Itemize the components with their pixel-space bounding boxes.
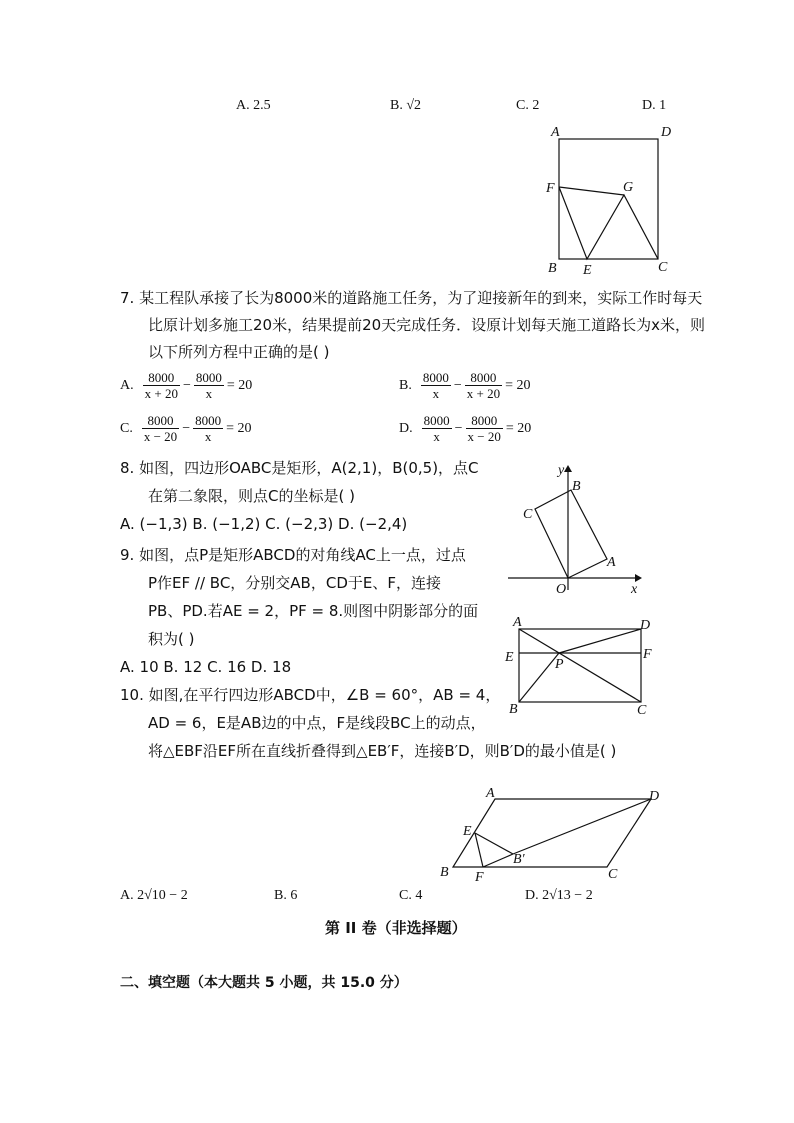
label-e: E: [463, 824, 472, 839]
label-e: E: [583, 263, 592, 278]
q7-d-eq: = 20: [505, 420, 532, 436]
q7-line3: 以下所列方程中正确的是( ): [148, 343, 330, 361]
q9-line2: P作EF // BC，分别交AB，CD于E、F，连接: [148, 574, 441, 592]
q6-option-b: [390, 98, 421, 114]
rectangle-oabc: [535, 490, 607, 578]
square-abcd: [559, 139, 658, 259]
q10-option-a: A. 2√10 − 2: [120, 888, 188, 903]
q7-c-eq: = 20: [226, 420, 252, 436]
figure-square-fold: [540, 122, 680, 282]
segment-bprime-d: [513, 799, 651, 854]
fold-lines: [559, 187, 658, 259]
q7-d-den2: x − 20: [467, 429, 501, 444]
minus-sign: −: [454, 420, 463, 436]
label-b: B: [572, 479, 581, 494]
label-a: A: [551, 125, 560, 140]
q7-a-den2: x: [205, 386, 213, 401]
label-c: C: [637, 703, 647, 718]
label-f: F: [643, 647, 652, 662]
q6-option-a: A. 2.5: [236, 98, 271, 113]
q8-line2: 在第二象限，则点C的坐标是( ): [148, 487, 355, 505]
label-d: D: [640, 618, 651, 633]
q10-option-d: D. 2√13 − 2: [525, 888, 593, 903]
label-y: y: [558, 463, 565, 478]
figure-parallelogram-fold: [435, 783, 670, 888]
q7-d-frac2: [466, 413, 503, 444]
label-f: F: [475, 870, 484, 885]
label-o: O: [556, 582, 567, 597]
q10-line2: AD = 6，E是AB边的中点，F是线段BC上的动点，: [148, 714, 486, 732]
segment-ef: [475, 833, 483, 867]
label-c: C: [608, 867, 618, 882]
q6-option-b-value: √2: [406, 98, 422, 113]
q7-b-num2: 8000: [465, 370, 502, 386]
label-b: B: [440, 865, 449, 880]
q6-option-d: D. 1: [642, 98, 667, 113]
q7-b-frac2: [465, 370, 502, 401]
parallelogram-abcd: [453, 799, 651, 867]
diagonal-ac: [519, 629, 641, 702]
label-a: A: [486, 786, 495, 801]
q8-line1: 8. 如图，四边形OABC是矩形，A(2,1)，B(0,5)，点C: [120, 459, 479, 477]
q9-options: A. 10 B. 12 C. 16 D. 18: [120, 658, 292, 676]
q7-a-den1: x + 20: [144, 386, 178, 401]
label-g: G: [623, 180, 634, 195]
q7-a-frac2: [194, 370, 224, 401]
section2-heading: 二、填空题（本大题共 5 小题，共 15.0 分）: [120, 975, 408, 991]
q7-c-label: C.: [120, 420, 133, 436]
label-p: P: [555, 657, 564, 672]
q7-b-den1: x: [432, 386, 440, 401]
q7-option-a: [120, 370, 252, 401]
q7-option-c: [120, 413, 252, 444]
label-a: A: [607, 555, 616, 570]
minus-sign: −: [182, 377, 191, 393]
q9-line4: 积为( ): [148, 630, 195, 648]
label-x: x: [631, 582, 638, 597]
label-b: B: [509, 702, 518, 717]
q7-option-d: [399, 413, 531, 444]
part2-title: 第 II 卷（非选择题）: [325, 919, 467, 937]
q7-a-num1: 8000: [143, 370, 180, 386]
q9-line1: 9. 如图，点P是矩形ABCD的对角线AC上一点，过点: [120, 546, 466, 564]
q7-d-num1: 8000: [423, 413, 450, 428]
figure-rectangle-abcd-p: [500, 612, 665, 720]
q7-a-frac1: [143, 370, 180, 401]
q7-option-b: [399, 370, 531, 401]
label-c: C: [523, 507, 533, 522]
q10-option-c: C. 4: [399, 888, 423, 903]
segment-f-bprime: [483, 854, 513, 867]
q7-c-frac1: [142, 413, 179, 444]
q7-c-num2: 8000: [195, 413, 222, 428]
q6-option-b-label: B.: [390, 98, 407, 113]
label-c: C: [658, 260, 668, 275]
q7-b-frac1: [421, 370, 451, 401]
q7-d-frac1: [422, 413, 452, 444]
label-e: E: [505, 650, 514, 665]
q9-line3: PB、PD.若AE = 2，PF = 8.则图中阴影部分的面: [148, 602, 479, 620]
q7-a-eq: = 20: [226, 377, 253, 393]
q7-d-label: D.: [399, 420, 413, 436]
label-f: F: [546, 181, 555, 196]
q7-a-num2: 8000: [195, 370, 222, 385]
segment-pd: [559, 629, 641, 653]
q6-option-c: C. 2: [516, 98, 540, 113]
q7-c-den1: x − 20: [143, 429, 178, 444]
q7-b-den2: x + 20: [466, 386, 501, 401]
q7-a-label: A.: [120, 377, 134, 393]
label-b-prime: B′: [513, 852, 525, 867]
q7-b-num1: 8000: [422, 370, 449, 385]
x-axis-arrow: [635, 574, 642, 582]
q7-line2: 比原计划多施工20米，结果提前20天完成任务．设原计划每天施工道路长为x米，则: [148, 316, 706, 334]
label-d: D: [649, 789, 660, 804]
figure-rectangle-oabc: [505, 462, 645, 597]
label-d: D: [661, 125, 672, 140]
y-axis-arrow: [564, 465, 572, 472]
q10-option-b: B. 6: [274, 888, 298, 903]
q10-line3: 将△EBF沿EF所在直线折叠得到△EB′F，连接B′D，则B′D的最小值是( ): [148, 742, 617, 760]
q7-d-num2: 8000: [466, 413, 503, 429]
segment-pb: [519, 653, 559, 702]
q8-options: A. (−1,3) B. (−1,2) C. (−2,3) D. (−2,4): [120, 515, 408, 533]
label-b: B: [548, 261, 557, 276]
q7-c-den2: x: [204, 429, 212, 444]
q7-d-den1: x: [433, 429, 440, 444]
label-a: A: [513, 615, 522, 630]
minus-sign: −: [182, 420, 191, 436]
segment-fg: [559, 187, 624, 195]
q7-c-frac2: [193, 413, 223, 444]
q7-b-label: B.: [399, 377, 412, 393]
q7-line1: 7. 某工程队承接了长为8000米的道路施工任务，为了迎接新年的到来，实际工作时每天: [120, 289, 703, 307]
q7-c-num1: 8000: [142, 413, 179, 429]
q7-b-eq: = 20: [505, 377, 531, 393]
segment-e-bprime: [475, 833, 513, 854]
q10-line1: 10. 如图,在平行四边形ABCD中，∠B = 60°，AB = 4，: [120, 686, 501, 704]
minus-sign: −: [453, 377, 462, 393]
